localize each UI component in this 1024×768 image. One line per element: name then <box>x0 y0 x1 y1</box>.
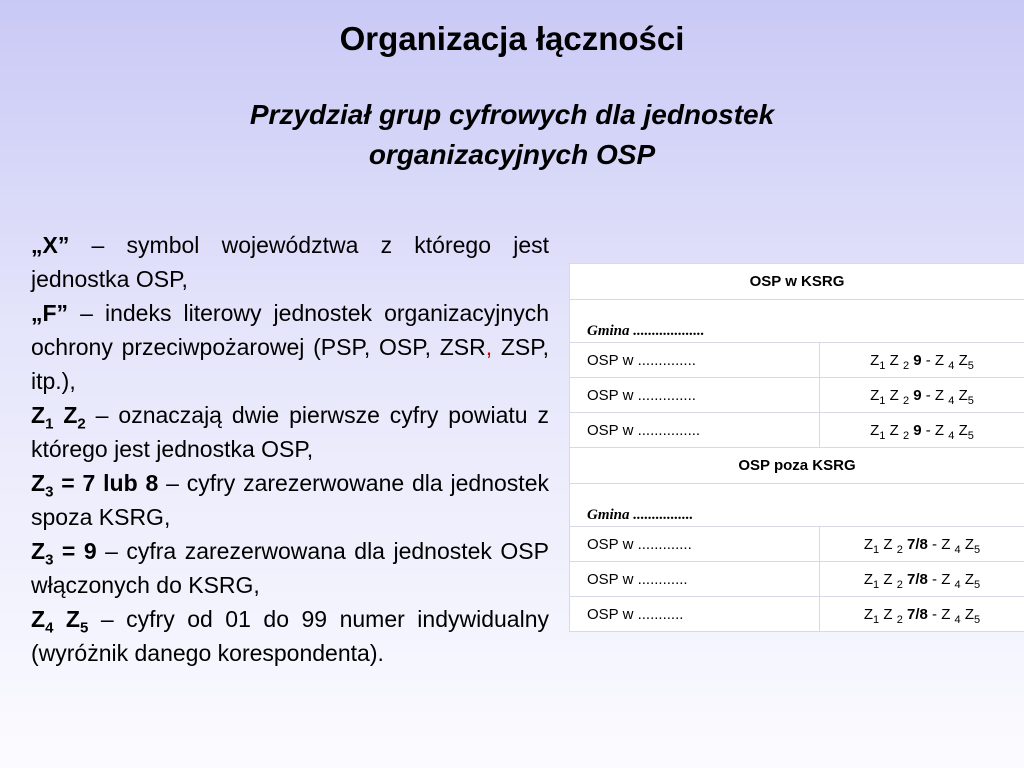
term-z4z5: $Z_4$ $Z_5$ <box>31 606 89 637</box>
term-f: „F” <box>31 300 69 326</box>
definition-z1z2 <box>31 398 549 466</box>
table-row <box>570 378 1024 413</box>
section-header-ksrg: OSP w KSRG <box>570 264 1024 300</box>
definition-f <box>31 296 549 398</box>
term-x: „X” <box>31 232 70 258</box>
definition-z3-9 <box>31 534 549 602</box>
code-cell: $Z_1$ Z $_2$ 7/8 - Z $_4$ $Z_5$ <box>820 562 1024 597</box>
gmina-label-outside: Gmina ................ <box>570 484 1024 527</box>
unit-cell: OSP w ............... <box>570 413 820 448</box>
unit-cell: OSP w ............. <box>570 527 820 562</box>
code-assignment-table <box>569 263 1024 632</box>
section-header-outside-ksrg: OSP poza KSRG <box>570 448 1024 484</box>
definition-x-text: – symbol województwa z którego jest jednostka OSP, <box>31 232 549 292</box>
page-subtitle <box>0 95 1024 175</box>
unit-cell: OSP w ............ <box>570 562 820 597</box>
definition-f-text-after: ZSP, itp.), <box>31 334 549 394</box>
definitions-list <box>31 228 549 670</box>
page-title: Organizacja łączności <box>339 20 685 57</box>
table-row <box>570 527 1024 562</box>
table-gmina-row <box>570 484 1024 527</box>
subtitle-line-1: Przydział grup cyfrowych dla jednostek <box>249 99 775 130</box>
unit-cell: OSP w .............. <box>570 343 820 378</box>
term-z3-78: $Z_3 = 7$ lub 8 <box>31 470 159 501</box>
term-z3-9: $Z_3 = 9$ <box>31 538 97 569</box>
table-row <box>570 413 1024 448</box>
term-z1z2: $Z_1$ $Z_2$ <box>31 402 86 433</box>
definition-f-red-comma: , <box>485 334 493 360</box>
definition-z4z5 <box>31 602 549 670</box>
definition-z3-78-text: – cyfry zarezerwowane dla jednostek spoza KSRG, <box>31 470 549 530</box>
definition-z4z5-text: – cyfry od 01 do 99 numer indywidualny (wyróżnik danego korespondenta). <box>31 606 549 666</box>
definition-z3-78 <box>31 466 549 534</box>
subtitle-line-2: organizacyjnych OSP <box>368 139 656 170</box>
definition-z3-9-text: – cyfra zarezerwowana dla jednostek OSP włączonych do KSRG, <box>31 538 549 598</box>
table-header-row <box>570 448 1024 484</box>
code-cell: $Z_1$ Z $_2$ 9 - Z $_4$ $Z_5$ <box>820 343 1024 378</box>
table-row <box>570 562 1024 597</box>
definition-x <box>31 228 549 296</box>
code-cell: $Z_1$ Z $_2$ 7/8 - Z $_4$ $Z_5$ <box>820 597 1024 632</box>
unit-cell: OSP w .............. <box>570 378 820 413</box>
definition-z1z2-text: – oznaczają dwie pierwsze cyfry powiatu z którego jest jednostka OSP, <box>31 402 549 462</box>
definition-f-text-before: – indeks literowy jednostek organizacyjnych ochrony przeciwpożarowej (PSP, OSP, ZSR <box>31 300 549 360</box>
table-gmina-row <box>570 300 1024 343</box>
table-header-row <box>570 264 1024 300</box>
code-cell: $Z_1$ Z $_2$ 9 - Z $_4$ $Z_5$ <box>820 413 1024 448</box>
gmina-label-ksrg: Gmina ................... <box>570 300 1024 343</box>
code-cell: $Z_1$ Z $_2$ 9 - Z $_4$ $Z_5$ <box>820 378 1024 413</box>
code-cell: $Z_1$ Z $_2$ 7/8 - Z $_4$ $Z_5$ <box>820 527 1024 562</box>
unit-cell: OSP w ........... <box>570 597 820 632</box>
table-row <box>570 597 1024 632</box>
table-row <box>570 343 1024 378</box>
